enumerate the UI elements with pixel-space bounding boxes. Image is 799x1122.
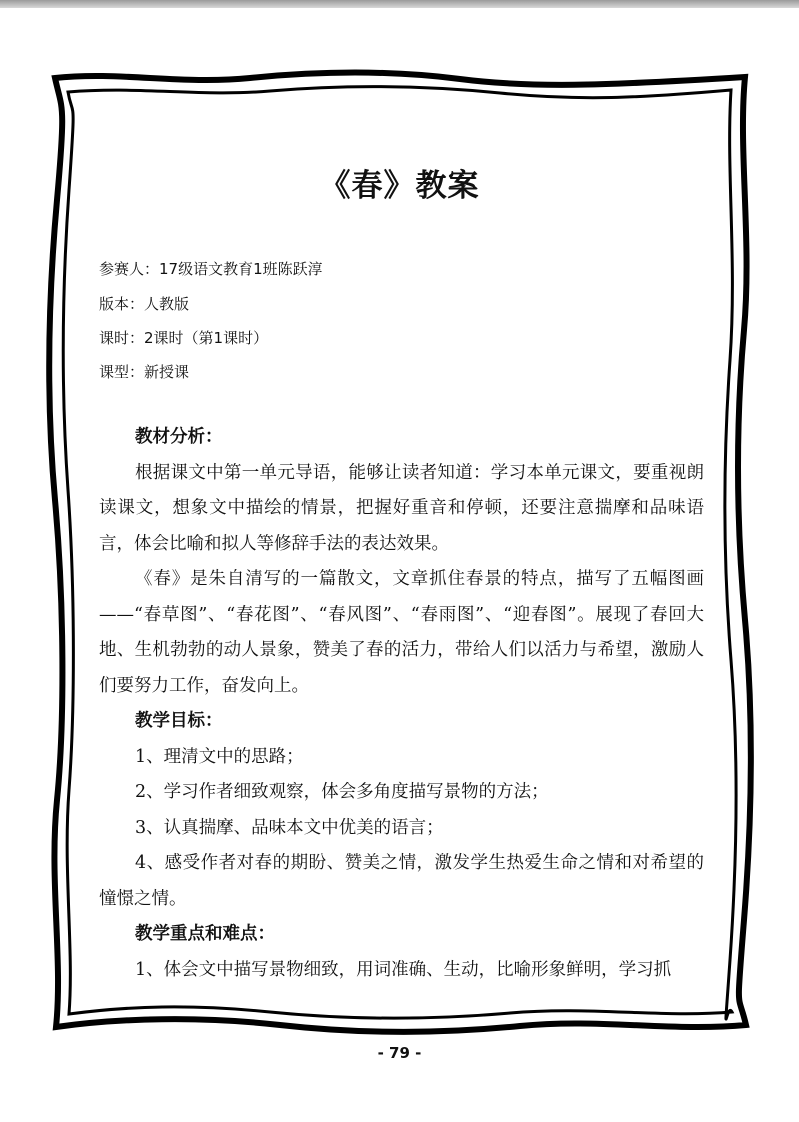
page-number: - 79 - — [377, 1044, 422, 1062]
lesson-type-line: 课型：新授课 — [99, 363, 190, 381]
goals-heading: 教学目标： — [135, 711, 223, 731]
edition-line: 版本：人教版 — [99, 295, 190, 313]
analysis-heading: 教材分析： — [135, 427, 223, 447]
key-points-heading: 教学重点和难点： — [135, 924, 275, 944]
analysis-paragraph-1: 根据课文中第一单元导语，能够让读者知道：学习本单元课文，要重视朗读课文，想象文中描绘的情景，把握好重音和停顿，还要注意揣摩和品味语言，体会比喻和拟人等修辞手法的表达效果。 — [99, 462, 704, 554]
goal-item-1: 1、理清文中的思路； — [135, 746, 304, 767]
key-point-item-1: 1、体会文中描写景物细致，用词准确、生动，比喻形象鲜明，学习抓 — [135, 959, 672, 980]
lesson-body — [99, 420, 704, 988]
goal-item-4: 4、感受作者对春的期盼、赞美之情，激发学生热爱生命之情和对希望的憧憬之情。 — [99, 853, 704, 909]
analysis-paragraph-2: 《春》是朱自清写的一篇散文，文章抓住春景的特点，描写了五幅图画——“春草图”、“春花图”、“春风图”、“春雨图”、“迎春图”。展现了春回大地、生机勃勃的动人景象，赞美了春的活力，带给人们以活力与希望，激励人们要努力工作，奋发向上。 — [99, 569, 704, 696]
participant-line: 参赛人：17级语文教育1班陈跃淳 — [99, 260, 323, 278]
goal-item-2: 2、学习作者细致观察，体会多角度描写景物的方法； — [135, 782, 549, 802]
goal-item-3: 3、认真揣摩、品味本文中优美的语言； — [135, 817, 444, 838]
class-hours-line: 课时：2课时（第1课时） — [99, 329, 269, 347]
document-title: 《春》教案 — [319, 168, 480, 204]
